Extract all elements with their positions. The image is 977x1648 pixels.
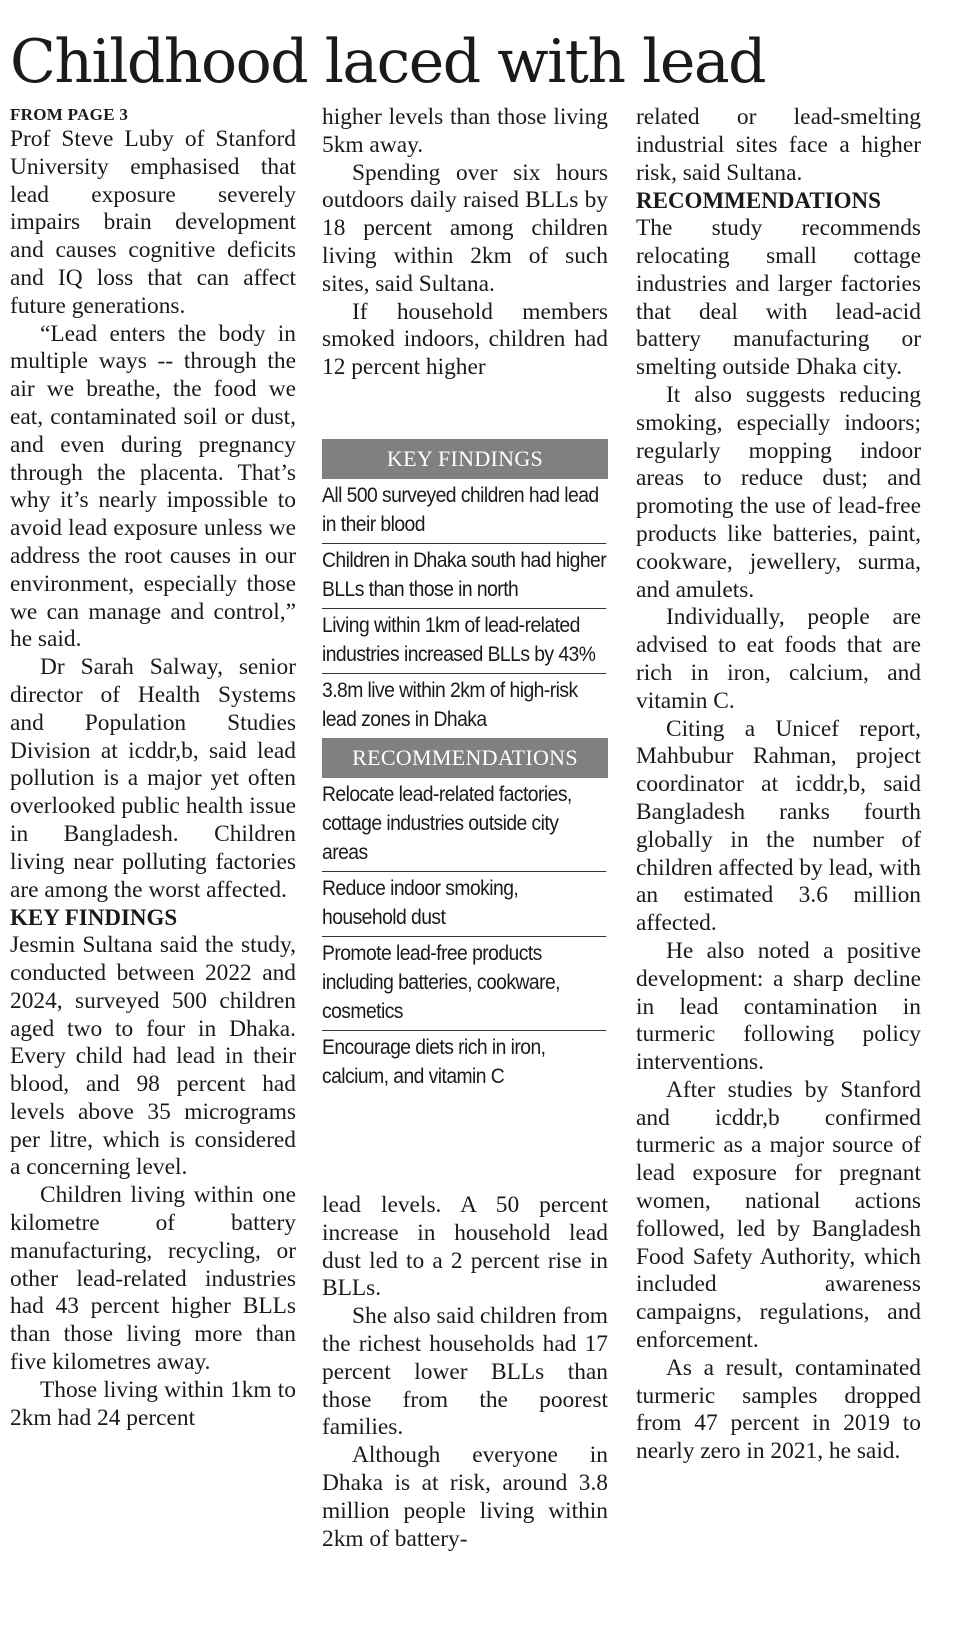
factbox-item: Promote lead-free products including batteries, cookware, cosmetics [322, 937, 606, 1031]
article-column-2-top [322, 104, 608, 382]
article-column-3 [636, 104, 921, 1466]
paragraph: He also noted a positive development: a sharp decline in lead contamination in turmeric following policy interventions. [636, 937, 921, 1076]
factbox-item: 3.8m live within 2km of high-risk lead zones in Dhaka [322, 679, 578, 731]
paragraph: higher levels than those living 5km away. [322, 104, 608, 158]
paragraph: related or lead-smelting industrial sites face a higher risk, said Sultana. [636, 104, 921, 186]
paragraph: If household members smoked indoors, children had 12 percent higher [322, 298, 608, 381]
subhead-recommendations: RECOMMENDATIONS [636, 188, 881, 214]
paragraph: Although everyone in Dhaka is at risk, around 3.8 million people living within 2km of battery- [322, 1442, 608, 1552]
paragraph: “Lead enters the body in multiple ways -- through the air we breathe, the food we eat, contaminated soil or dust, and even during pregnancy through the placenta. That’s why it’s nearly impossible to avoid lead exposure unless we address the root causes in our environment, especially those we can manage and control,” he said. [10, 320, 296, 653]
paragraph: The study recommends relocating small cottage industries and larger factories that deal with lead-acid battery manufacturing or smelting outside Dhaka city. [636, 215, 921, 381]
headline: Childhood laced with lead [10, 27, 766, 97]
paragraph: It also suggests reducing smoking, especially indoors; regularly mopping indoor areas to reduce dust; and promoting the use of lead-free products like batteries, paint, cookware, jewellery, surma, and amulets. [636, 381, 921, 603]
kicker-from-page: FROM PAGE 3 [10, 105, 129, 124]
sidebar-factbox [322, 439, 608, 1195]
factbox-item: All 500 surveyed children had lead in their blood [322, 479, 606, 544]
paragraph: Spending over six hours outdoors daily raised BLLs by 18 percent among children living within 2km of such sites, said Sultana. [322, 159, 608, 297]
paragraph: As a result, contaminated turmeric samples dropped from 47 percent in 2019 to nearly zero in 2021, he said. [636, 1354, 921, 1465]
paragraph: lead levels. A 50 percent increase in household lead dust led to a 2 percent rise in BLLs. [322, 1192, 608, 1302]
factbox-item: Living within 1km of lead-related industries increased BLLs by 43% [322, 609, 606, 674]
paragraph: She also said children from the richest households had 17 percent lower BLLs than those from the poorest families. [322, 1303, 608, 1441]
paragraph: After studies by Stanford and icddr,b confirmed turmeric as a major source of lead exposure for pregnant women, national actions followed, led by Bangladesh Food Safety Authority, which included awareness campaigns, regulations, and enforcement. [636, 1076, 921, 1354]
paragraph: Individually, people are advised to eat foods that are rich in iron, calcium, and vitamin C. [636, 604, 921, 714]
factbox-item: Encourage diets rich in iron, calcium, and vitamin C [322, 1036, 546, 1088]
factbox-header-recommendations: RECOMMENDATIONS [322, 738, 608, 778]
paragraph: Jesmin Sultana said the study, conducted between 2022 and 2024, surveyed 500 children aged two to four in Dhaka. Every child had lead in their blood, and 98 percent had levels above 35 micrograms per litre, which is considered a concerning level. [10, 932, 296, 1181]
article-column-1 [10, 104, 296, 1432]
paragraph: Children living within one kilometre of battery manufacturing, recycling, or other lead-related industries had 43 percent higher BLLs than those living more than five kilometres away. [10, 1182, 296, 1376]
paragraph: Prof Steve Luby of Stanford University emphasised that lead exposure severely impairs brain development and causes cognitive deficits and IQ loss that can affect future generations. [10, 126, 296, 319]
factbox-item: Relocate lead-related factories, cottage industries outside city areas [322, 778, 606, 872]
paragraph: Those living within 1km to 2km had 24 percent [10, 1376, 296, 1431]
paragraph: Citing a Unicef report, Mahbubur Rahman, project coordinator at icddr,b, said Bangladesh ranks fourth globally in the number of children affected by lead, with an estimated 3.6 million affected. [636, 715, 921, 937]
article-column-2-bottom [322, 1192, 608, 1553]
factbox-item: Reduce indoor smoking, household dust [322, 872, 606, 937]
paragraph: Dr Sarah Salway, senior director of Health Systems and Population Studies Division at icddr,b, said lead pollution is a major yet often overlooked public health issue in Bangladesh. Children living near polluting factories are among the worst affected. [10, 654, 296, 903]
factbox-header-key-findings: KEY FINDINGS [322, 439, 608, 479]
subhead-key-findings: KEY FINDINGS [10, 905, 178, 931]
factbox-item: Children in Dhaka south had higher BLLs than those in north [322, 544, 606, 609]
